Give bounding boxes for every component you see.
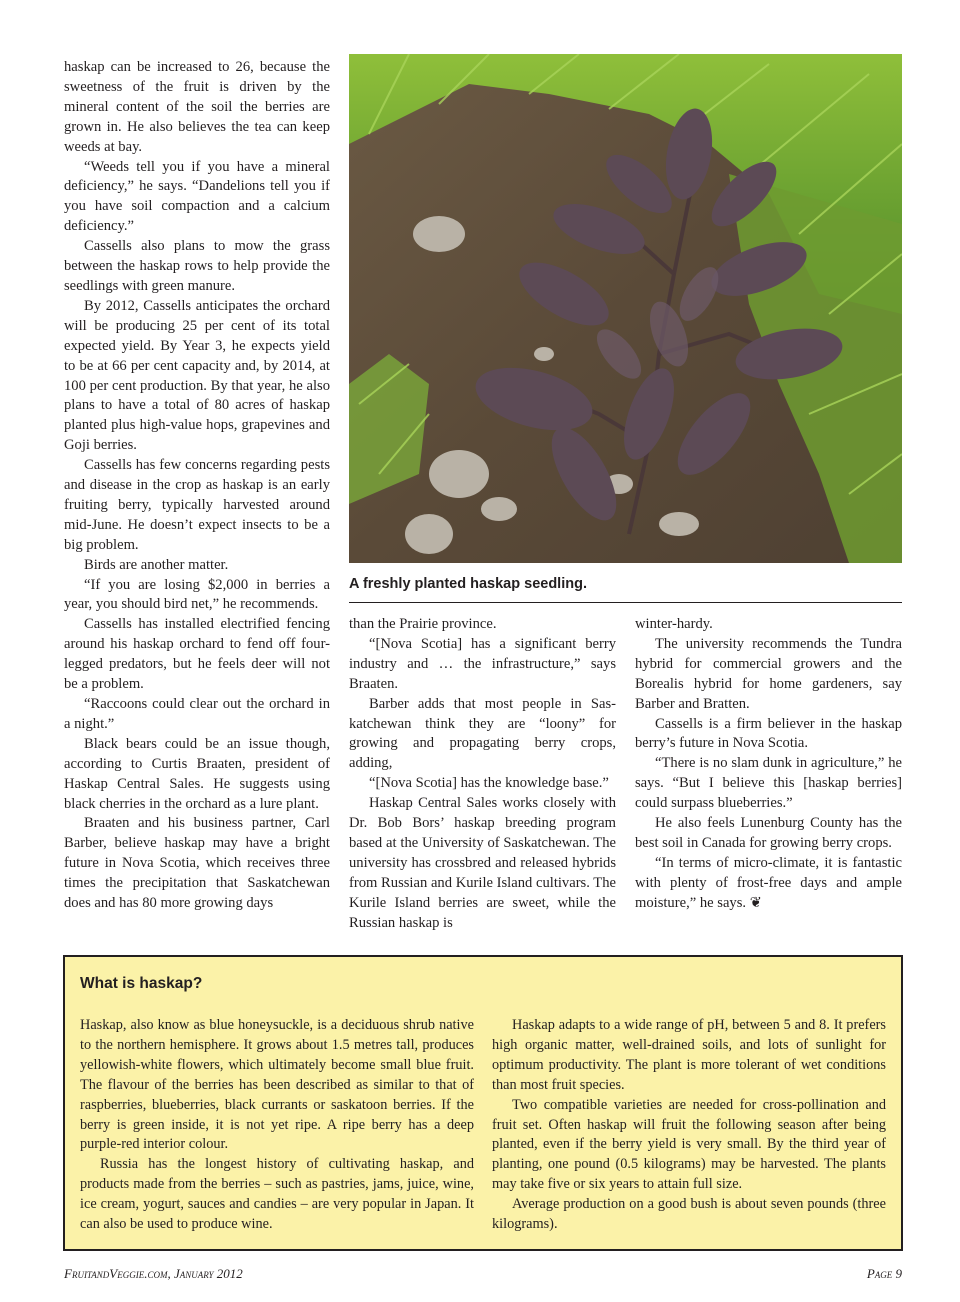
- article-paragraph: Barber adds that most people in Saskatchewan think they are “loony” for growing and propagating berry crops, adding,: [349, 695, 616, 772]
- article-paragraph: By 2012, Cassells anticipates the orchard will be producing 25 per cent of its total expected yield. By Year 3, he expects yield to be at 66 per cent capacity and, by 2014, at 100 per cent production. By that year, he also plans to have a total of 80 acres of haskap planted plus high-value hops, grapevines and Goji berries.: [64, 297, 330, 454]
- sidebar-paragraph: Average production on a good bush is about seven pounds (three kilograms).: [492, 1196, 886, 1233]
- article-paragraph: Birds are another matter.: [84, 556, 229, 573]
- article-paragraph: winter-hardy.: [635, 616, 713, 632]
- article-paragraph: The university recommends the Tundra hybrid for commercial growers and the Borealis hybrid for home gardeners, say Barber and Bratten.: [635, 635, 902, 712]
- sidebar-paragraph: Russia has the longest history of cultivating haskap, and products made from the berries – such as pastries, jams, juice, wine, ice cream, yogurt, sauces and candies – are very popular in Japan. It can also be used to produce wine.: [80, 1156, 474, 1233]
- caption-divider: [349, 602, 902, 603]
- sidebar-paragraph: Two compatible varieties are needed for cross-pollination and fruit set. Often haskap will fruit the following season after being planted, even if the berry yield is very small. By the third year of planting, one pound (0.5 kilograms) may be harvested. The plants may take five or six years to attain full size.: [492, 1096, 886, 1193]
- article-paragraph: “[Nova Scotia] has the knowledge base.”: [369, 775, 609, 792]
- article-paragraph: “If you are losing $2,000 in berries a year, you should bird net,” he recommends.: [64, 576, 330, 613]
- article-closing-paragraph: “In terms of micro-climate, it is fantastic with plenty of frost-free days and ample moisture,” he says.: [635, 854, 902, 911]
- end-mark-icon: ❦: [749, 894, 762, 911]
- article-left-column: [64, 58, 330, 914]
- article-paragraph: Black bears could be an issue though, according to Curtis Braaten, president of Haskap Central Sales. He suggests using black cherries in the orchard as a lure plant.: [64, 735, 330, 812]
- page-number: Page 9: [866, 1266, 902, 1281]
- article-paragraph: “Raccoons could clear out the orchard in a night.”: [64, 696, 330, 732]
- article-paragraph: “Weeds tell you if you have a mineral deficiency,” he says. “Dandelions tell you if you have soil compaction and a calcium deficiency.”: [64, 158, 330, 235]
- haskap-seedling-photo: [349, 54, 902, 563]
- page-footer: [64, 1266, 902, 1286]
- sidebar-paragraph: Haskap adapts to a wide range of pH, between 5 and 8. It prefers high organic matter, well-drained soils, and lots of sunlight for optimum productivity. The plant is more tolerant of wet conditions than most fruit species.: [492, 1017, 886, 1093]
- article-paragraph: He also feels Lunenburg County has the best soil in Canada for growing berry crops.: [635, 815, 902, 851]
- sidebar-paragraph: Haskap, also know as blue honeysuckle, is a deciduous shrub native to the northern hemisphere. It grows about 1.5 metres tall, produces yellowish-white flowers, which ultimately become small blue fruit. The flavour of the berries has been described as similar to that of raspberries, blueberries, black currants or saskatoon berries. If the berry is green inside, it is not yet ripe. A ripe berry has a deep purple-red interior colour.: [80, 1017, 474, 1153]
- article-paragraph: Cassells is a firm believer in the haskap berry’s future in Nova Scotia.: [635, 715, 902, 752]
- article-paragraph: [635, 854, 902, 914]
- sidebar-title: What is haskap?: [80, 975, 203, 992]
- article-paragraph: Cassells has installed electrified fencing around his haskap orchard to fend off four-legged predators, but he feels deer will not be a problem.: [64, 616, 330, 693]
- sidebar-right-column: [492, 1016, 886, 1235]
- article-paragraph: “[Nova Scotia] has a significant berry industry and … the infrastructure,” says Braaten.: [349, 635, 616, 692]
- what-is-haskap-sidebar: [63, 955, 903, 1251]
- article-paragraph: haskap can be increased to 26, because the sweetness of the fruit is driven by the mineral content of the soil the berries are grown in. He also believes the tea can keep weeds at bay.: [64, 59, 330, 155]
- article-paragraph: Cassells also plans to mow the grass between the haskap rows to help provide the seedlings with green manure.: [64, 238, 330, 294]
- article-paragraph: Haskap Central Sales works closely with Dr. Bob Bors’ haskap breeding program based at the University of Saskatchewan. The university has crossbred and released hybrids from Russian and Kurile Island cultivars. The Kurile Island berries are sweet, while the Russian haskap is: [349, 795, 616, 931]
- article-paragraph: Cassells has few concerns regarding pests and disease in the crop as haskap is an early fruiting berry, typically harvested around mid-June. He doesn’t expect insects to be a big problem.: [64, 457, 330, 553]
- sidebar-left-column: [80, 1016, 474, 1235]
- publication-name: FruitandVeggie.com, January 2012: [64, 1266, 243, 1281]
- article-paragraph: than the Prairie province.: [349, 616, 497, 632]
- article-right-column: [635, 615, 902, 914]
- article-middle-column: [349, 615, 616, 934]
- photo-caption: A freshly planted haskap seedling.: [349, 576, 587, 592]
- article-paragraph: “There is no slam dunk in agriculture,” he says. “But I believe this [haskap berries] could surpass blueberries.”: [635, 755, 902, 812]
- article-paragraph: Braaten and his business partner, Carl Barber, believe haskap may have a bright future in Nova Scotia, which receives three times the precipitation that Saskatchewan does and has 80 more growing days: [64, 815, 330, 912]
